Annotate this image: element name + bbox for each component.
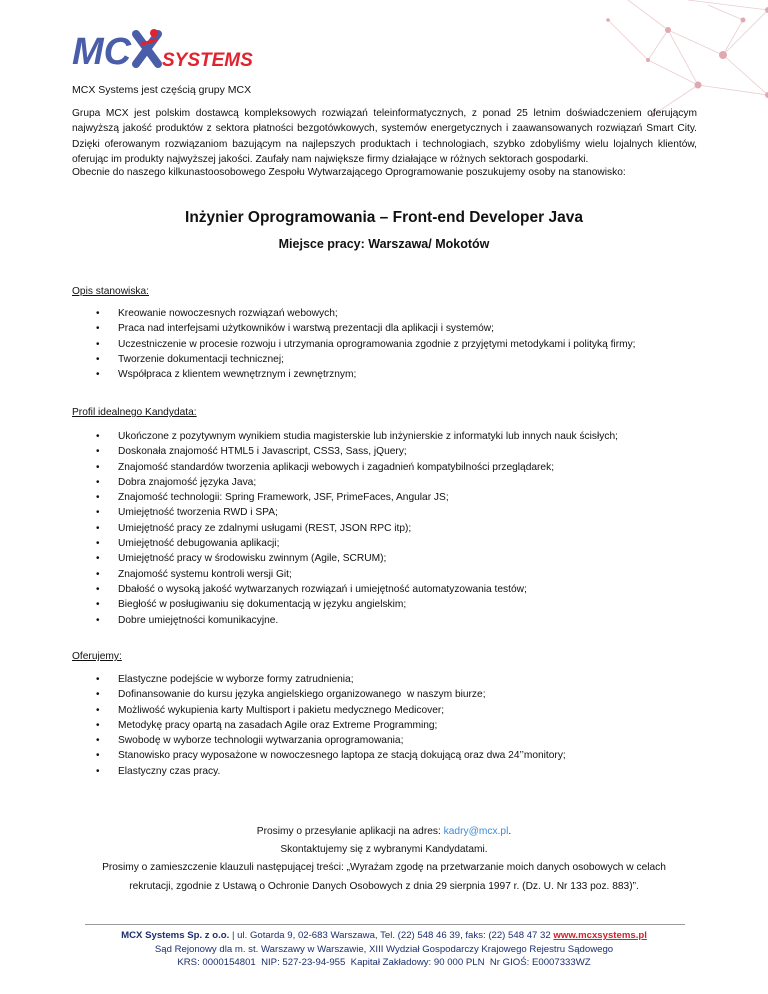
job-location: Miejsce pracy: Warszawa/ Mokotów [278, 237, 490, 251]
list-item: • Doskonała znajomość HTML5 i Javascript, CSS3, Sass, jQuery; [72, 444, 702, 459]
network-decoration [468, 0, 768, 120]
bullet-icon: • [96, 461, 100, 473]
bullet-icon: • [96, 765, 100, 777]
footer-company: MCX Systems Sp. z o.o. [121, 930, 230, 941]
list-item: • Umiejętność tworzenia RWD i SPA; [72, 505, 702, 520]
bullet-icon: • [96, 522, 100, 534]
bullet-icon: • [96, 599, 100, 611]
list-item: • Stanowisko pracy wyposażone w nowoczesnego laptopa ze stacją dokującą oraz dwa 24’’monitory; [72, 748, 702, 763]
offer-list [72, 672, 702, 779]
bullet-icon: • [96, 704, 100, 716]
job-title: Inżynier Oprogramowania – Front-end Developer Java [185, 209, 583, 226]
list-item: • Ukończone z pozytywnym wynikiem studia magisterskie lub inżynierskie z informatyki lub innych nauk ścisłych; [72, 429, 702, 444]
list-item: • Znajomość technologii: Spring Framework, JSF, PrimeFaces, Angular JS; [72, 490, 702, 505]
list-item: • Kreowanie nowoczesnych rozwiązań webowych; [72, 306, 702, 321]
footer-line-2: Sąd Rejonowy dla m. st. Warszawy w Warszawie, XIII Wydział Gospodarczy Krajowego Rejestru Sądowego [154, 943, 614, 955]
footer-line-3: KRS: 0000154801 NIP: 527-23-94-955 Kapitał Zakładowy: 90 000 PLN Nr GIOŚ: E0007333WZ [177, 957, 591, 969]
bullet-icon: • [96, 583, 100, 595]
list-item: • Dofinansowanie do kursu języka angielskiego organizowanego w naszym biurze; [72, 687, 702, 702]
svg-text:SYSTEMS: SYSTEMS [162, 50, 253, 71]
apply-line [0, 823, 768, 841]
bullet-icon: • [96, 476, 100, 488]
bullet-icon: • [96, 735, 100, 747]
group-line: MCX Systems jest częścią grupy MCX [72, 84, 252, 96]
apply-text: Prosimy o przesyłanie aplikacji na adres: [256, 826, 444, 837]
mcx-systems-logo [72, 26, 262, 72]
footer-line-1 [0, 929, 768, 943]
bullet-icon: • [96, 750, 100, 762]
list-item: • Możliwość wykupienia karty Multisport i pakietu medycznego Medicover; [72, 703, 702, 718]
list-item: • Znajomość systemu kontroli wersji Git; [72, 567, 702, 582]
section-heading-offer: Oferujemy: [72, 651, 122, 662]
list-item: • Dobre umiejętności komunikacyjne. [72, 613, 702, 628]
bullet-icon: • [96, 338, 100, 350]
closing-text [0, 823, 768, 896]
bullet-icon: • [96, 674, 100, 685]
footer [0, 929, 768, 970]
website-link[interactable]: www.mcxsystems.pl [553, 930, 647, 941]
list-item: • Współpraca z klientem wewnętrznym i zewnętrznym; [72, 367, 702, 382]
list-item: • Dbałość o wysoką jakość wytwarzanych rozwiązań i umiejętność automatyzowania testów; [72, 582, 702, 597]
bullet-icon: • [96, 719, 100, 731]
position-intro: Obecnie do naszego kilkunastoosobowego Zespołu Wytwarzającego Oprogramowanie poszukujemy osoby na stanowisko: [72, 167, 626, 178]
bullet-icon: • [96, 369, 100, 381]
footer-address: | ul. Gotarda 9, 02-683 Warszawa, Tel. (22) 548 46 39, faks: (22) 548 47 32 [229, 930, 554, 941]
bullet-icon: • [96, 308, 100, 319]
list-item: • Swobodę w wyborze technologii wytwarzania oprogramowania; [72, 733, 702, 748]
bullet-icon: • [96, 538, 100, 550]
logo-graphic [72, 26, 262, 72]
bullet-icon: • [96, 553, 100, 565]
svg-text:MC: MC [72, 31, 132, 72]
bullet-icon: • [96, 689, 100, 701]
email-link[interactable]: kadry@mcx.pl [443, 826, 509, 837]
section-heading-profile: Profil idealnego Kandydata: [72, 407, 197, 418]
section-heading-description: Opis stanowiska: [72, 286, 150, 297]
bullet-icon: • [96, 614, 100, 626]
footer-divider [85, 924, 685, 925]
list-item: • Praca nad interfejsami użytkowników i warstwą prezentacji dla aplikacji i systemów; [72, 321, 702, 336]
list-item: • Dobra znajomość języka Java; [72, 475, 702, 490]
list-item: • Umiejętność pracy w środowisku zwinnym (Agile, SCRUM); [72, 551, 702, 566]
apply-period: . [508, 826, 512, 837]
list-item: • Znajomość standardów tworzenia aplikacji webowych i zagadnień kompatybilności przeglądarek; [72, 460, 702, 475]
bullet-icon: • [96, 507, 100, 519]
list-item: • Elastyczne podejście w wyborze formy zatrudnienia; [72, 672, 702, 687]
list-item: • Uczestniczenie w procesie rozwoju i utrzymania oprogramowania zgodnie z przyjętymi metodykami i polityką firmy; [72, 337, 702, 352]
list-item: • Biegłość w posługiwaniu się dokumentacją w języku angielskim; [72, 597, 702, 612]
profile-list [72, 429, 702, 628]
bullet-icon: • [96, 492, 100, 504]
clause-line-1: Prosimy o zamieszczenie klauzuli następującej treści: „Wyrażam zgodę na przetwarzanie moich danych osobowych w celach [102, 862, 666, 874]
list-item: • Tworzenie dokumentacji technicznej; [72, 352, 702, 367]
bullet-icon: • [96, 431, 100, 442]
intro-paragraph: Grupa MCX jest polskim dostawcą kompleksowych rozwiązań teleinformatycznych, z ponad 25 letnim doświadczeniem oferującym najwyższą jakość produktów z sektora płatności bezgotówkowych, systemów energetycznych i zaawansowanych rozwiązań Smart City. Dzięki oferowanym rozwiązaniom bazującym na najlepszych produktach i technologiach, szybko zdobyliśmy wielu lojalnych klientów, oferując im produkty najwyższej jakości. Zaufały nam największe firmy działające w różnych sektorach gospodarki. [72, 108, 697, 166]
list-item: • Elastyczny czas pracy. [72, 764, 702, 779]
contact-line: Skontaktujemy się z wybranymi Kandydatami. [280, 844, 488, 856]
bullet-icon: • [96, 568, 100, 580]
list-item: • Umiejętność pracy ze zdalnymi usługami (REST, JSON RPC itp); [72, 521, 702, 536]
list-item: • Umiejętność debugowania aplikacji; [72, 536, 702, 551]
bullet-icon: • [96, 353, 100, 365]
clause-line-2: rekrutacji, zgodnie z Ustawą o Ochronie Danych Osobowych z dnia 29 sierpnia 1997 r. (Dz. U. Nr 133 poz. 883)”. [129, 880, 639, 892]
bullet-icon: • [96, 446, 100, 458]
bullet-icon: • [96, 323, 100, 335]
description-list [72, 306, 702, 382]
list-item: • Metodykę pracy opartą na zasadach Agile oraz Extreme Programming; [72, 718, 702, 733]
